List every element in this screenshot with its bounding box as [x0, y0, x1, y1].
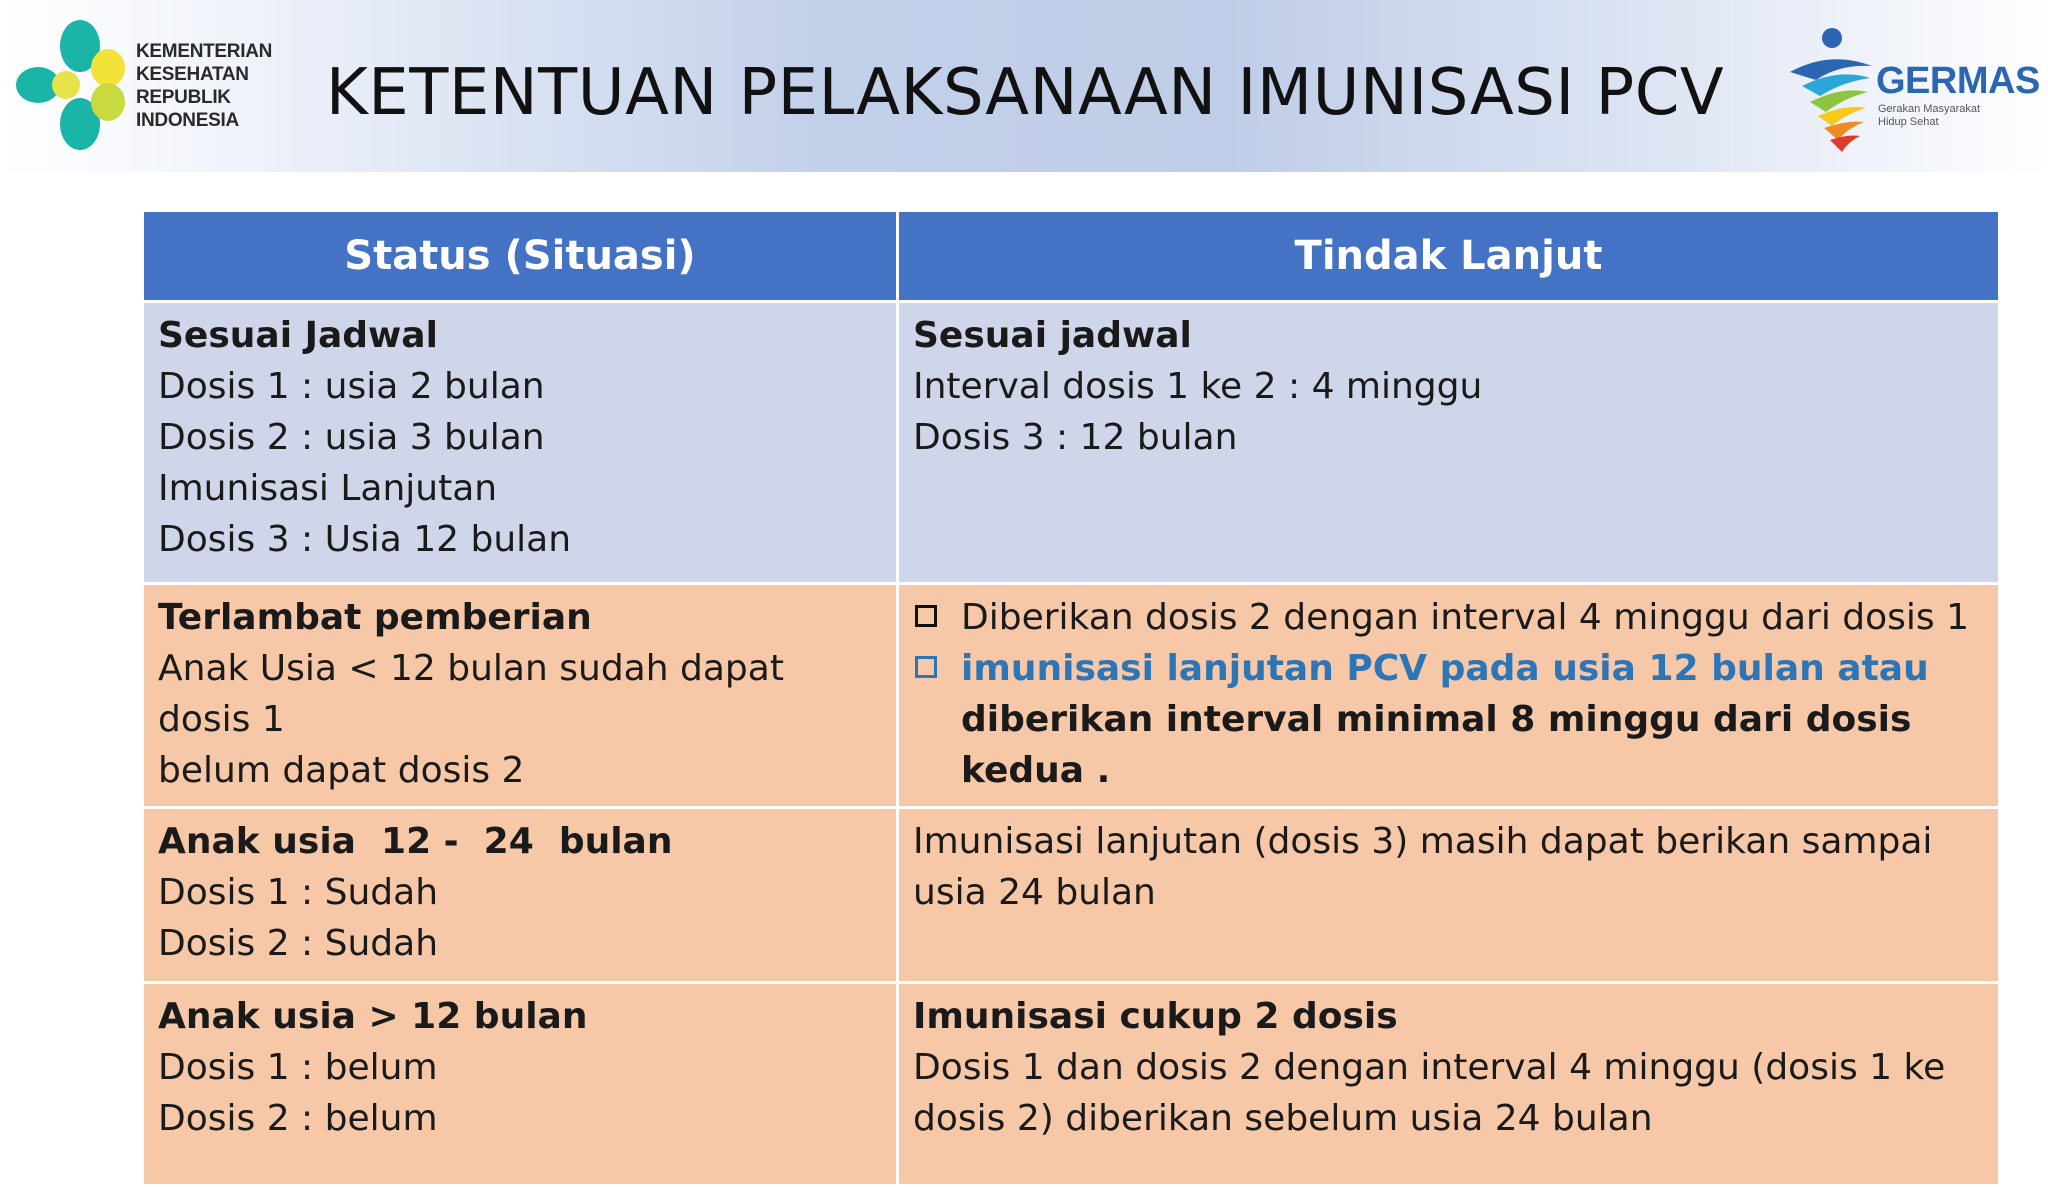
pcv-schedule-table	[141, 209, 2001, 1187]
checkbox-bullet-icon	[915, 605, 937, 627]
status-line: belum dapat dosis 2	[158, 750, 525, 791]
status-line: Dosis 2 : Sudah	[158, 923, 439, 964]
checkbox-bullet-icon	[915, 656, 937, 678]
table-header-row	[143, 211, 2000, 302]
ministry-line-1: KEMENTERIAN	[136, 41, 273, 62]
action-cell	[898, 983, 2000, 1186]
status-cell	[143, 302, 898, 584]
status-line: Dosis 1 : usia 2 bulan	[158, 366, 545, 407]
action-title: Imunisasi cukup 2 dosis	[913, 996, 1398, 1037]
action-cell	[898, 584, 2000, 808]
column-header-action: Tindak Lanjut	[898, 211, 2000, 302]
status-line: Dosis 3 : Usia 12 bulan	[158, 519, 572, 560]
germas-tagline	[1878, 103, 1998, 129]
ministry-line-4: INDONESIA	[136, 110, 239, 131]
germas-tagline-line-1: Gerakan Masyarakat	[1878, 103, 1981, 115]
status-cell	[143, 808, 898, 983]
status-cell	[143, 584, 898, 808]
status-line: Dosis 1 : belum	[158, 1047, 438, 1088]
table-row	[143, 302, 2000, 584]
column-header-status: Status (Situasi)	[143, 211, 898, 302]
table-row	[143, 808, 2000, 983]
status-line: Imunisasi Lanjutan	[158, 468, 498, 509]
action-text: Imunisasi lanjutan (dosis 3) masih dapat berikan sampai usia 24 bulan	[913, 821, 1933, 913]
action-cell	[898, 808, 2000, 983]
kemenkes-logo-icon	[16, 20, 126, 150]
ministry-name	[136, 40, 272, 132]
status-title: Sesuai Jadwal	[158, 315, 438, 356]
status-title: Terlambat pemberian	[158, 597, 592, 638]
ministry-line-2: KESEHATAN	[136, 64, 249, 85]
germas-tagline-line-2: Hidup Sehat	[1878, 116, 1939, 128]
action-text: Dosis 1 dan dosis 2 dengan interval 4 minggu (dosis 1 ke dosis 2) diberikan sebelum usia 24 bulan	[913, 1047, 1946, 1139]
action-line: Dosis 3 : 12 bulan	[913, 417, 1238, 458]
ministry-line-3: REPUBLIK	[136, 87, 231, 108]
status-cell	[143, 983, 898, 1186]
action-line: Interval dosis 1 ke 2 : 4 minggu	[913, 366, 1483, 407]
status-title: Anak usia > 12 bulan	[158, 996, 588, 1037]
action-bullet-item	[913, 643, 1984, 796]
status-line: Dosis 2 : usia 3 bulan	[158, 417, 545, 458]
action-bullet-item	[913, 592, 1984, 643]
status-line: Dosis 1 : Sudah	[158, 872, 439, 913]
table-row	[143, 584, 2000, 808]
slide-title: KETENTUAN PELAKSANAAN IMUNISASI PCV	[325, 56, 1725, 130]
status-line: Anak Usia < 12 bulan sudah dapat dosis 1	[158, 648, 784, 740]
action-bullet-highlight: imunisasi lanjutan PCV pada usia 12 bulan atau	[961, 648, 1929, 689]
germas-logo-icon	[1780, 20, 1880, 155]
table-row	[143, 983, 2000, 1186]
germas-brand: GERMAS	[1876, 60, 2040, 102]
status-line: Dosis 2 : belum	[158, 1098, 438, 1139]
action-cell	[898, 302, 2000, 584]
action-bullet-text: diberikan interval minimal 8 minggu dari dosis kedua .	[961, 699, 1912, 791]
status-title: Anak usia 12 - 24 bulan	[158, 821, 673, 862]
action-title: Sesuai jadwal	[913, 315, 1192, 356]
action-bullet-text: Diberikan dosis 2 dengan interval 4 minggu dari dosis 1	[961, 597, 1970, 638]
